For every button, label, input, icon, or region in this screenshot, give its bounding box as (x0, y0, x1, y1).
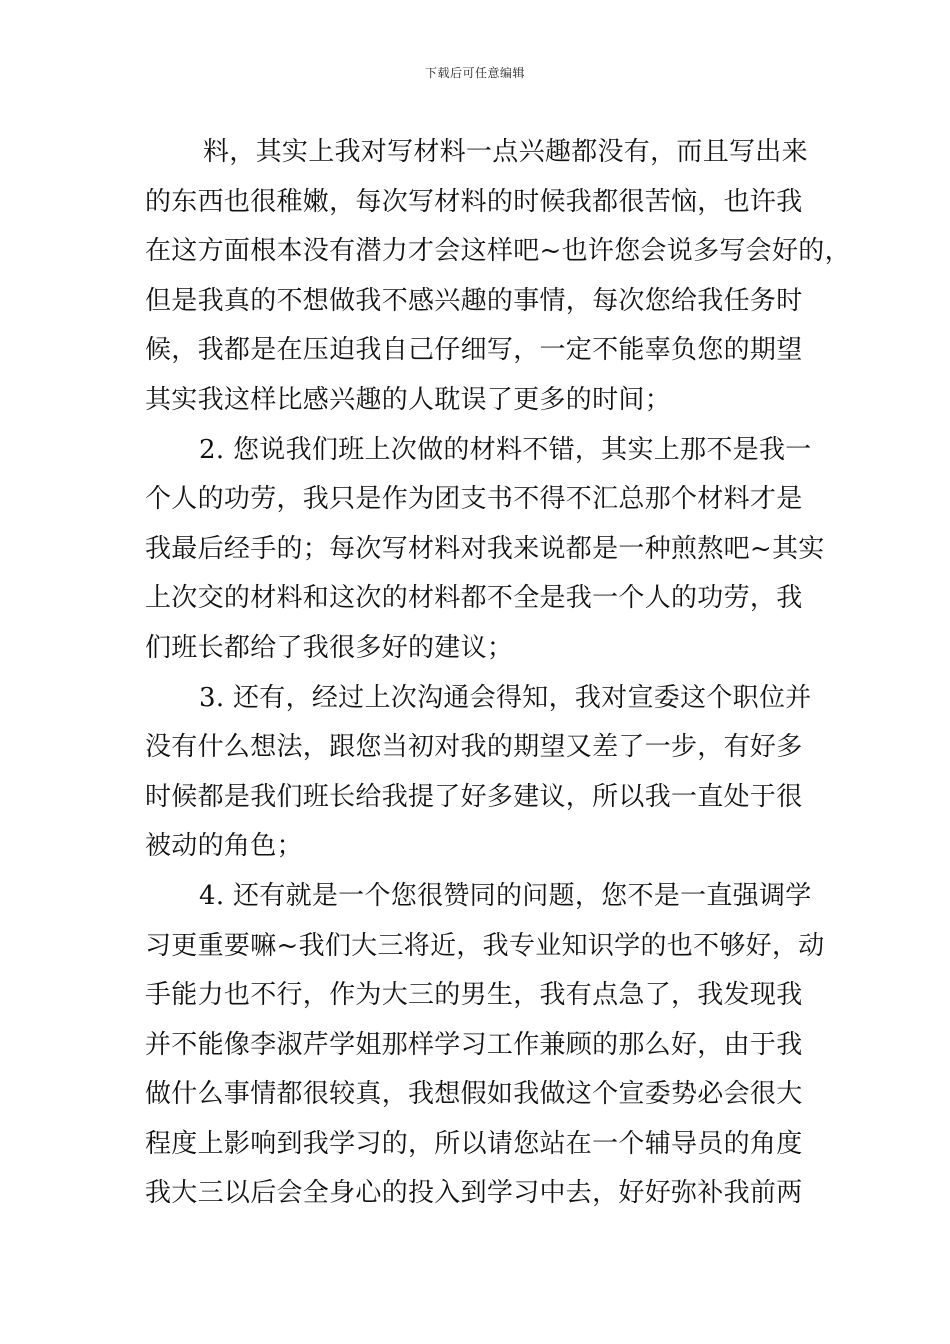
text-line: 没有什么想法，跟您当初对我的期望又差了一步，有好多 (145, 732, 803, 763)
text-line: 的东西也很稚嫩，每次写材料的时候我都很苦恼，也许我 (145, 186, 803, 217)
text-line: 个人的功劳，我只是作为团支书不得不汇总那个材料才是 (145, 484, 803, 515)
text-line: 手能力也不行，作为大三的男生，我有点急了，我发现我 (145, 980, 803, 1011)
text-line: 上次交的材料和这次的材料都不全是我一个人的功劳，我 (145, 583, 803, 614)
text-line: 习更重要嘛~我们大三将近，我专业知识学的也不够好，动 (145, 930, 825, 961)
text-line: 并不能像李淑芹学姐那样学习工作兼顾的那么好，由于我 (145, 1029, 803, 1060)
text-line: 时候都是我们班长给我提了好多建议，所以我一直处于很 (145, 781, 803, 812)
text-line: 我最后经手的；每次写材料对我来说都是一种煎熬吧~其实 (145, 533, 825, 564)
text-line: 被动的角色； (145, 831, 303, 862)
text-line: 其实我这样比感兴趣的人耽误了更多的时间； (145, 384, 672, 415)
text-line: 在这方面根本没有潜力才会这样吧~也许您会说多写会好的， (145, 236, 851, 267)
text-line: 程度上影响到我学习的，所以请您站在一个辅导员的角度 (145, 1128, 803, 1159)
page-header: 下载后可任意编辑 (424, 66, 525, 80)
text-line: 们班长都给了我很多好的建议； (145, 632, 514, 663)
body-text (145, 128, 851, 1219)
text-line: 料，其实上我对写材料一点兴趣都没有，而且写出来 (203, 137, 808, 167)
text-line: 做什么事情都很较真，我想假如我做这个宣委势必会很大 (145, 1079, 803, 1110)
text-line: 候，我都是在压迫我自己仔细写，一定不能辜负您的期望 (145, 335, 803, 366)
text-line: 3. 还有，经过上次沟通会得知，我对宣委这个职位并 (199, 682, 812, 713)
text-line: 4. 还有就是一个您很赞同的问题，您不是一直强调学 (199, 880, 812, 911)
text-line: 我大三以后会全身心的投入到学习中去，好好弥补我前两 (145, 1178, 803, 1209)
text-line: 2. 您说我们班上次做的材料不错，其实上那不是我一 (199, 434, 812, 465)
text-line: 但是我真的不想做我不感兴趣的事情，每次您给我任务时 (145, 285, 803, 316)
